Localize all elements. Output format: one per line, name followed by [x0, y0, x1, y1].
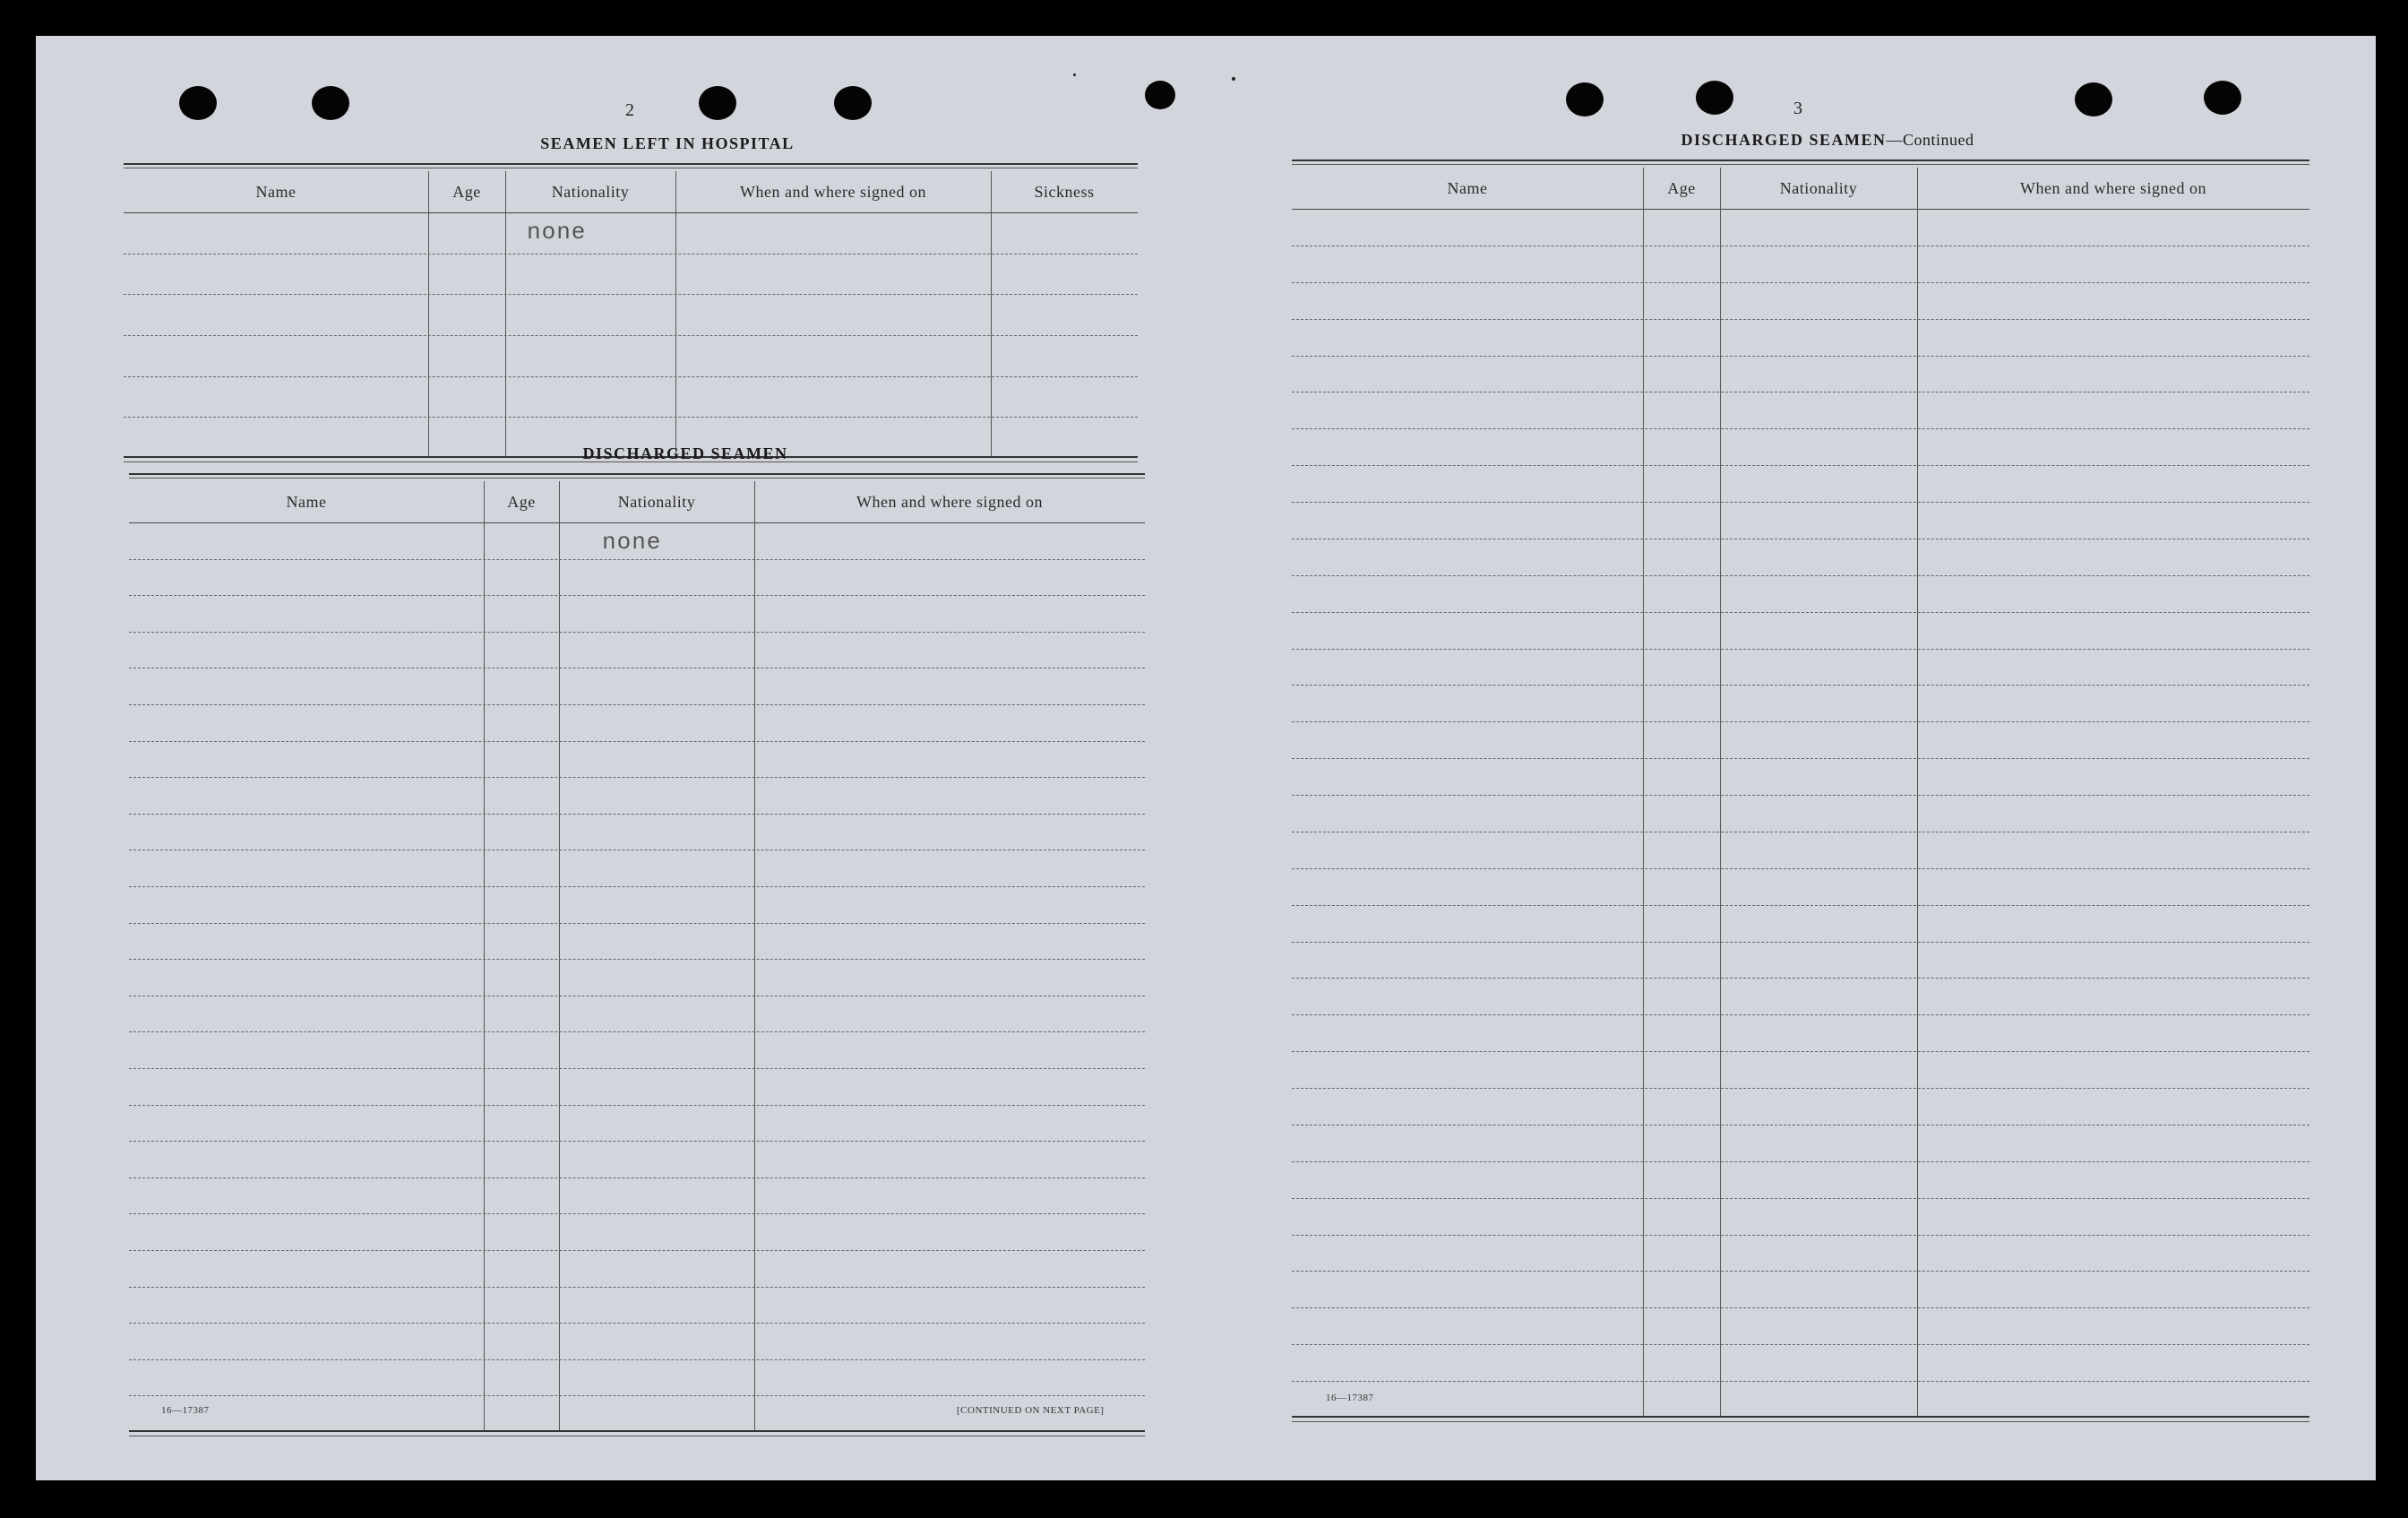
table-row — [1292, 685, 2309, 686]
table-top-rule — [1292, 164, 2309, 165]
table-row — [1292, 319, 2309, 320]
continued-note: [CONTINUED ON NEXT PAGE] — [957, 1405, 1105, 1416]
table-row — [124, 417, 1138, 418]
discharged-continued-table — [1292, 160, 2309, 1418]
table-row — [129, 595, 1145, 596]
column-divider — [991, 171, 992, 458]
table-row — [1292, 356, 2309, 357]
punch-hole-icon — [312, 86, 349, 120]
table-row — [1292, 978, 2309, 979]
table-row — [129, 1250, 1145, 1251]
table-row — [1292, 1235, 2309, 1236]
table-top-rule — [129, 478, 1145, 479]
column-header-signed-on: When and where signed on — [2020, 179, 2206, 197]
table-row — [129, 741, 1145, 742]
ink-speck-icon — [1073, 73, 1076, 76]
table-bottom-rule — [129, 1430, 1145, 1432]
discharged-section-title: DISCHARGED SEAMEN — [582, 444, 788, 462]
table-row — [129, 814, 1145, 815]
column-header-name: Name — [1447, 179, 1488, 197]
table-row — [129, 777, 1145, 778]
discharged-continued-title — [1523, 131, 2132, 150]
table-row — [1292, 465, 2309, 466]
table-row — [129, 1141, 1145, 1142]
column-header-signed-on: When and where signed on — [856, 493, 1043, 511]
hospital-entry-text: none — [527, 219, 587, 246]
column-divider — [675, 171, 676, 458]
page-number-right: 3 — [1793, 99, 1802, 118]
table-header — [124, 171, 1138, 213]
table-row — [129, 1395, 1145, 1396]
table-row — [1292, 868, 2309, 869]
table-row — [1292, 1125, 2309, 1126]
table-row — [1292, 1088, 2309, 1089]
table-row — [1292, 942, 2309, 943]
table-row — [1292, 612, 2309, 613]
punch-hole-icon — [1145, 81, 1175, 109]
table-row — [1292, 905, 2309, 906]
column-divider — [559, 481, 560, 1432]
discharged-entry-text: none — [602, 529, 662, 556]
table-row — [1292, 1014, 2309, 1015]
table-row — [1292, 1271, 2309, 1272]
column-header-age: Age — [452, 183, 481, 201]
table-row — [129, 1068, 1145, 1069]
title-suffix: —Continued — [1886, 131, 1974, 149]
table-row — [1292, 1307, 2309, 1308]
table-top-rule — [124, 163, 1138, 165]
table-row — [1292, 282, 2309, 283]
table-bottom-rule — [1292, 1416, 2309, 1418]
table-row — [124, 294, 1138, 295]
hospital-table — [124, 163, 1138, 458]
table-row — [129, 632, 1145, 633]
punch-hole-icon — [1696, 81, 1733, 115]
table-row — [129, 1213, 1145, 1214]
column-header-age: Age — [507, 493, 536, 511]
form-number-left: 16—17387 — [161, 1405, 210, 1416]
table-bottom-rule — [1292, 1421, 2309, 1422]
table-top-rule — [129, 473, 1145, 475]
table-header — [1292, 168, 2309, 210]
table-row — [129, 1359, 1145, 1360]
table-row — [129, 959, 1145, 960]
column-header-name: Name — [255, 183, 297, 201]
table-row — [1292, 721, 2309, 722]
hospital-section-title: SEAMEN LEFT IN HOSPITAL — [540, 134, 795, 152]
column-header-age: Age — [1667, 179, 1696, 197]
table-row — [129, 1031, 1145, 1032]
page-number-left: 2 — [625, 100, 634, 120]
table-row — [129, 704, 1145, 705]
table-row — [1292, 795, 2309, 796]
table-top-rule — [1292, 160, 2309, 161]
column-header-nationality: Nationality — [551, 183, 630, 201]
column-divider — [428, 171, 429, 458]
column-divider — [505, 171, 506, 458]
column-header-nationality: Nationality — [617, 493, 696, 511]
table-row — [124, 376, 1138, 377]
column-header-nationality: Nationality — [1779, 179, 1858, 197]
punch-hole-icon — [2204, 81, 2241, 115]
table-row — [1292, 1344, 2309, 1345]
punch-hole-icon — [2075, 82, 2112, 116]
discharged-table — [129, 473, 1145, 1432]
table-row — [1292, 575, 2309, 576]
column-divider — [754, 481, 755, 1432]
table-row — [129, 1177, 1145, 1178]
title-main: DISCHARGED SEAMEN — [1681, 131, 1887, 149]
table-header — [129, 481, 1145, 523]
table-row — [1292, 428, 2309, 429]
table-row — [129, 1323, 1145, 1324]
punch-hole-icon — [834, 86, 872, 120]
ink-speck-icon — [1232, 77, 1235, 81]
table-row — [129, 1287, 1145, 1288]
table-row — [1292, 1198, 2309, 1199]
column-header-signed-on: When and where signed on — [740, 183, 926, 201]
table-row — [1292, 1381, 2309, 1382]
table-row — [1292, 758, 2309, 759]
column-header-name: Name — [286, 493, 327, 511]
table-row — [129, 923, 1145, 924]
punch-hole-icon — [699, 86, 736, 120]
column-header-sickness: Sickness — [1034, 183, 1095, 201]
ledger-sheet — [36, 36, 2376, 1480]
table-row — [1292, 1161, 2309, 1162]
table-row — [1292, 649, 2309, 650]
table-row — [124, 335, 1138, 336]
form-number-right: 16—17387 — [1326, 1393, 1374, 1403]
table-row — [1292, 1051, 2309, 1052]
column-divider — [484, 481, 485, 1432]
punch-hole-icon — [1566, 82, 1604, 116]
punch-hole-icon — [179, 86, 217, 120]
table-row — [129, 559, 1145, 560]
table-row — [1292, 502, 2309, 503]
table-row — [129, 1105, 1145, 1106]
table-row — [129, 886, 1145, 887]
